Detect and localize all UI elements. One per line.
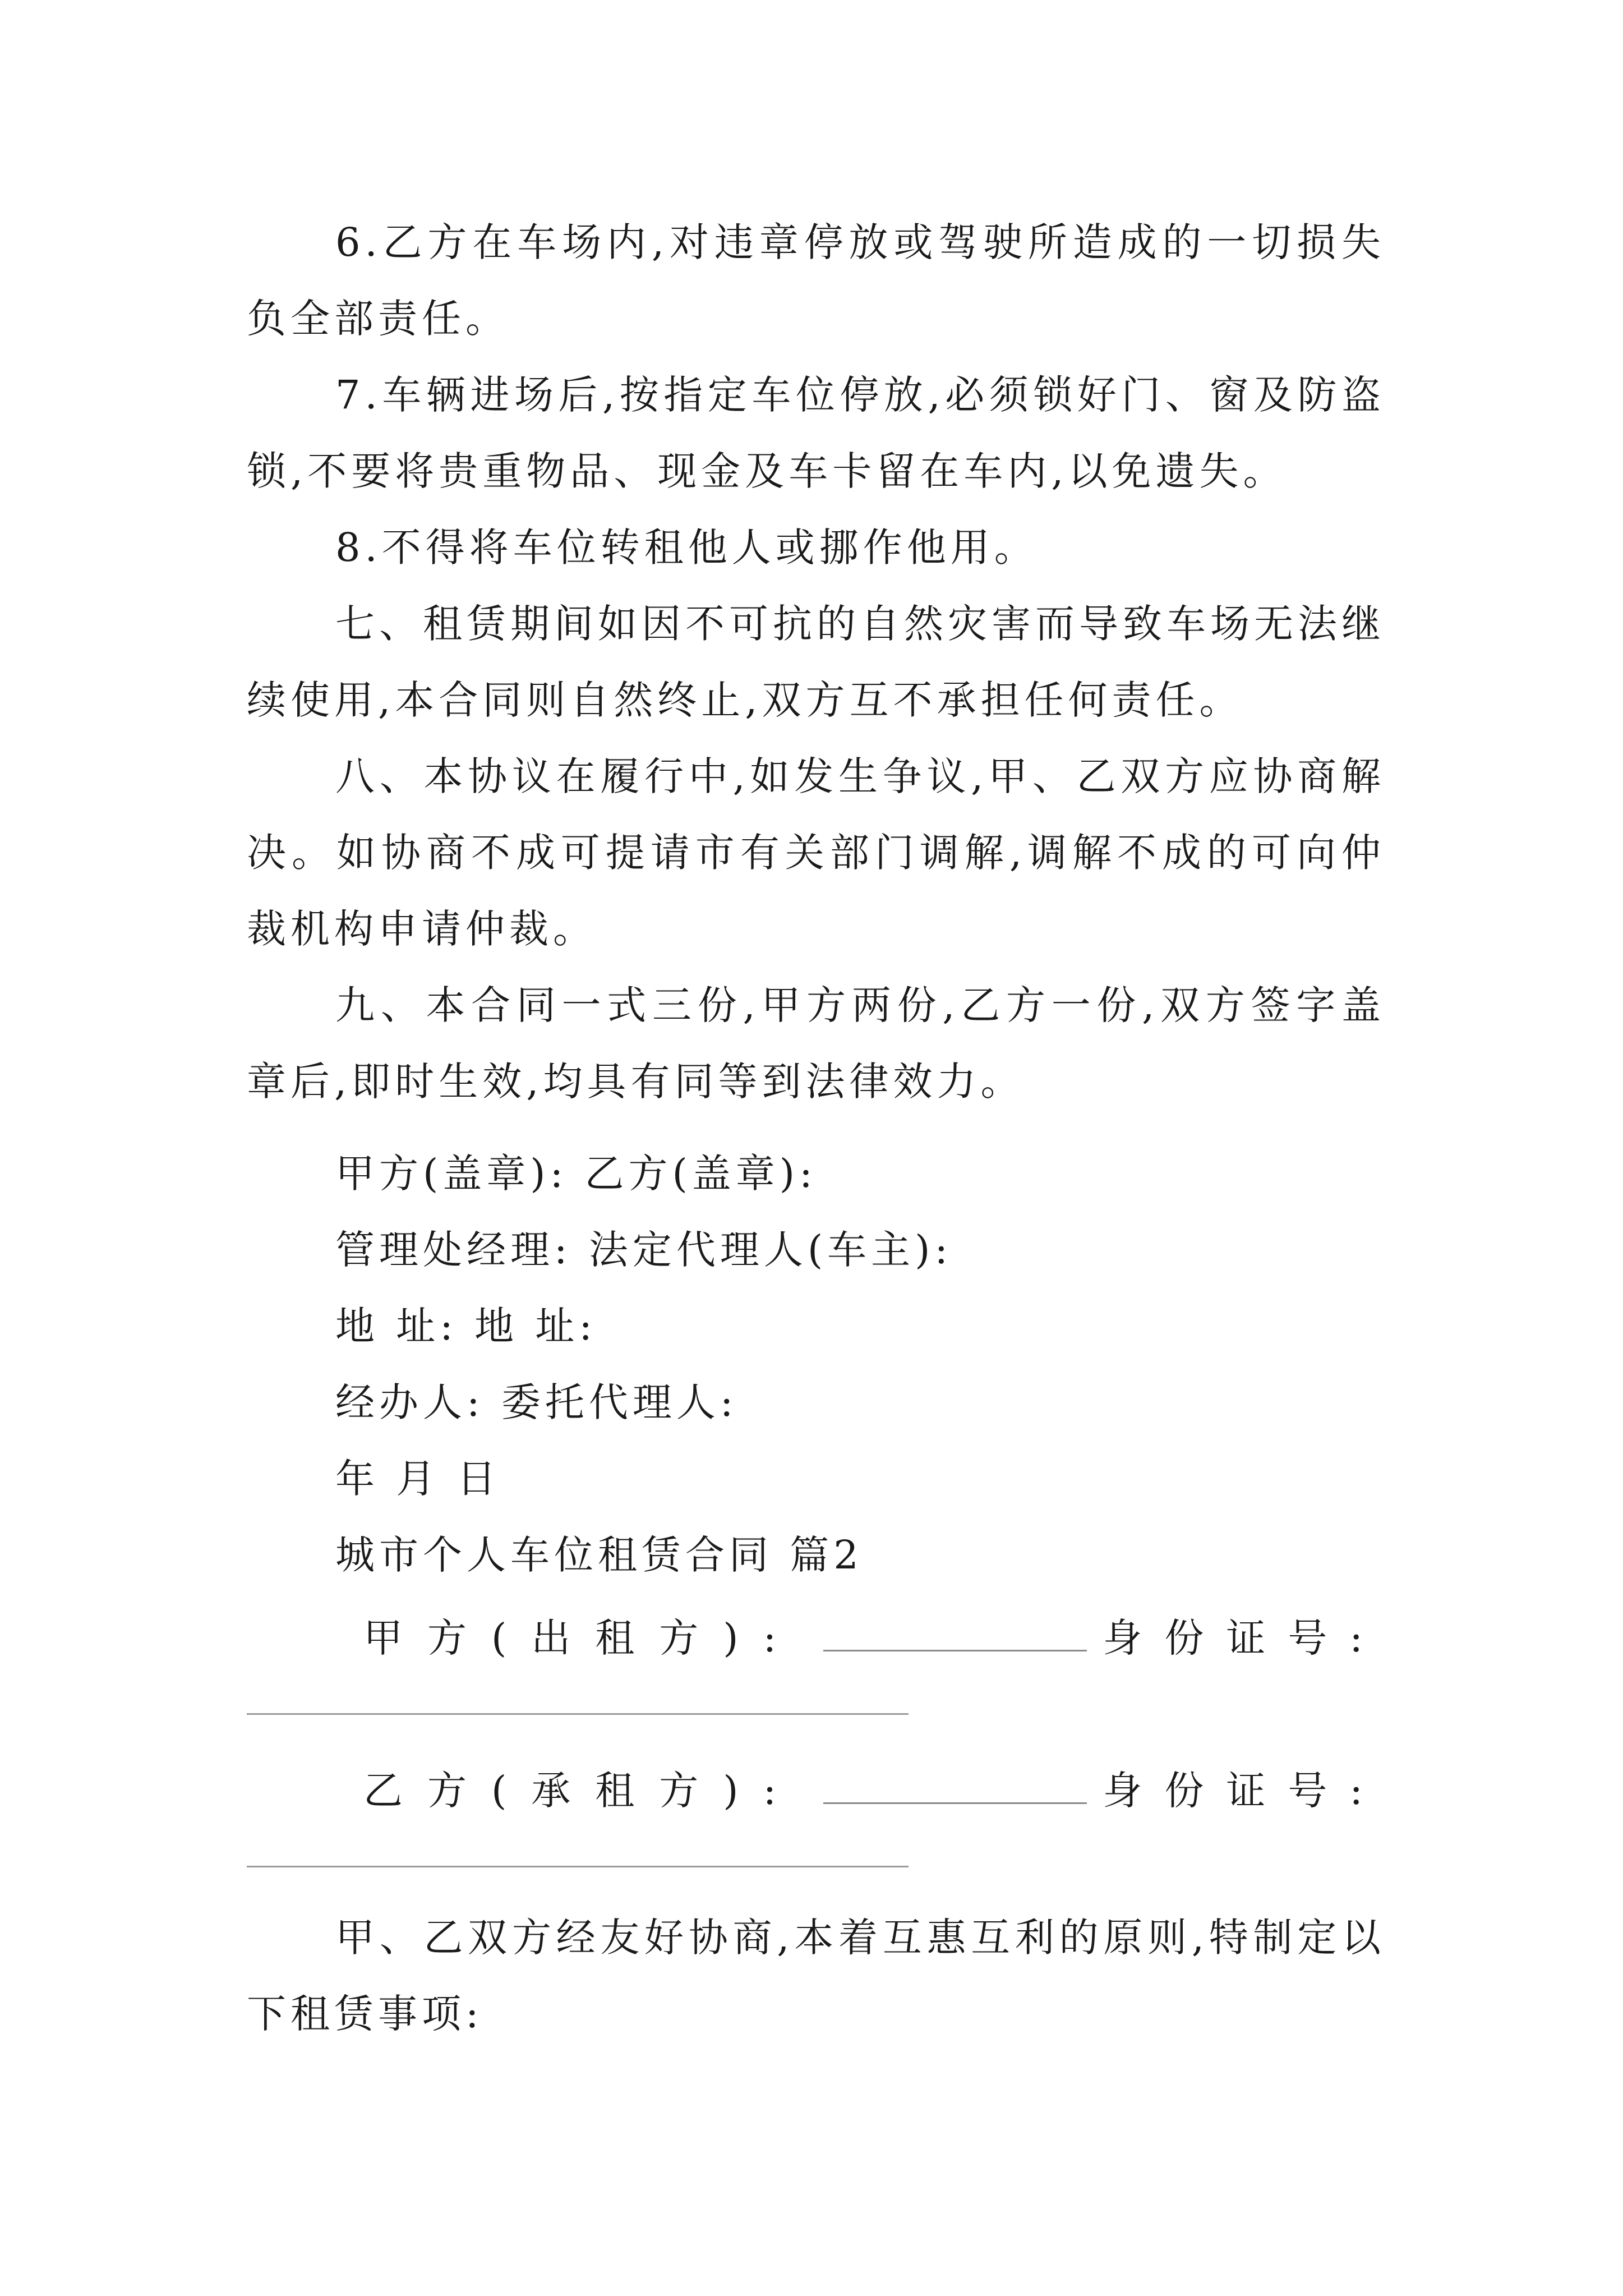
signature-manager-line: 管理处经理: 法定代理人(车主): (335, 1227, 953, 1273)
party-b-id-label: 身份证号: (1103, 1768, 1385, 1814)
clause-8: 8.不得将车位转租他人或挪作他用。 (335, 524, 1038, 570)
signature-seal-line: 甲方(盖章): 乙方(盖章): (335, 1151, 817, 1197)
party-a-label: 甲方(出租方): (363, 1615, 801, 1661)
contract-clauses (247, 204, 1385, 1120)
clause-seven: 七、租赁期间如因不可抗的自然灾害而导致车场无法继续使用,本合同则自然终止,双方互不承担任何责任。 (247, 601, 1385, 723)
clause-7: 7.车辆进场后,按指定车位停放,必须锁好门、窗及防盗锁,不要将贵重物品、现金及车卡留在车内,以免遗失。 (247, 372, 1385, 494)
signature-address-line: 地 址: 地 址: (335, 1303, 597, 1349)
party-a-name-blank (823, 1614, 1087, 1651)
party-b-id-blank (247, 1866, 909, 1867)
intro-block (247, 1899, 1385, 2052)
clause-eight: 八、本协议在履行中,如发生争议,甲、乙双方应协商解决。如协商不成可提请市有关部门调解,调解不成的可向仲裁机构申请仲裁。 (247, 753, 1385, 952)
section-title: 城市个人车位租赁合同 篇2 (335, 1532, 863, 1578)
party-b-label: 乙方(承租方): (363, 1768, 801, 1814)
party-b-row (247, 1752, 1385, 1829)
signature-agent-line: 经办人: 委托代理人: (335, 1379, 738, 1425)
party-a-id-label: 身份证号: (1103, 1615, 1385, 1661)
intro-paragraph: 甲、乙双方经友好协商,本着互惠互利的原则,特制定以下租赁事项: (247, 1915, 1385, 2037)
party-a-row (247, 1600, 1385, 1676)
signature-date-line: 年 月 日 (335, 1456, 501, 1502)
party-b-name-blank (823, 1766, 1087, 1804)
party-a-id-blank (247, 1713, 909, 1715)
clause-nine: 九、本合同一式三份,甲方两份,乙方一份,双方签字盖章后,即时生效,均具有同等到法律效力。 (247, 982, 1385, 1105)
clause-6: 6.乙方在车场内,对违章停放或驾驶所造成的一切损失负全部责任。 (247, 219, 1385, 342)
